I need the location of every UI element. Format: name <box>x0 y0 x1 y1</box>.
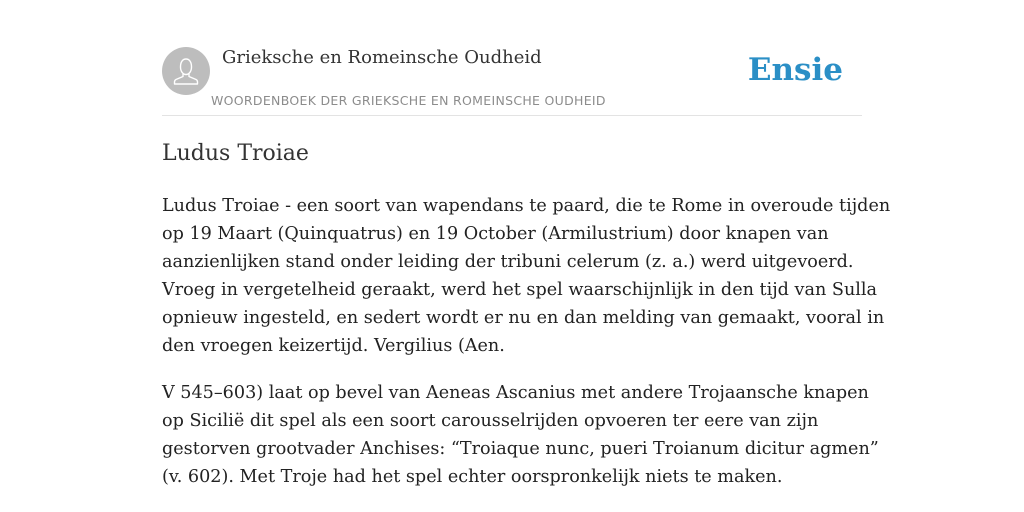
user-placeholder-icon <box>162 47 210 95</box>
text-line: opnieuw ingesteld, en sedert wordt er nu en dan melding van gemaakt, vooral in <box>162 308 885 328</box>
text-line: aanzienlijken stand onder leiding der tribuni celerum (z. a.) werd uitgevoerd. <box>162 252 854 272</box>
brand-logo[interactable]: Ensie <box>747 52 843 88</box>
text-line: op 19 Maart (Quinquatrus) en 19 October (Armilustrium) door knapen van <box>162 224 829 244</box>
paragraph <box>162 192 891 360</box>
text-line: Ludus Troiae - een soort van wapendans te paard, die te Rome in overoude tijden <box>162 196 891 216</box>
paragraph <box>162 379 879 491</box>
text-line: gestorven grootvader Anchises: “Troiaque nunc, pueri Troianum dicitur agmen” <box>162 439 879 459</box>
text-line: Vroeg in vergetelheid geraakt, werd het spel waarschijnlijk in den tijd van Sulla <box>162 280 878 300</box>
source-header <box>162 46 862 116</box>
text-line: op Sicilië dit spel als een soort carousselrijden opvoeren ter eere van zijn <box>162 411 819 431</box>
text-line: (v. 602). Met Troje had het spel echter oorspronkelijk niets te maken. <box>162 467 783 487</box>
source-title[interactable]: Grieksche en Romeinsche Oudheid <box>222 47 542 68</box>
article-body <box>162 192 891 510</box>
text-line: den vroegen keizertijd. Vergilius (Aen. <box>162 336 505 356</box>
text-line: V 545–603) laat op bevel van Aeneas Ascanius met andere Trojaansche knapen <box>162 383 869 403</box>
source-subtitle[interactable]: WOORDENBOEK DER GRIEKSCHE EN ROMEINSCHE OUDHEID <box>211 93 606 108</box>
page-title: Ludus Troiae <box>162 141 309 166</box>
avatar[interactable] <box>162 47 210 95</box>
